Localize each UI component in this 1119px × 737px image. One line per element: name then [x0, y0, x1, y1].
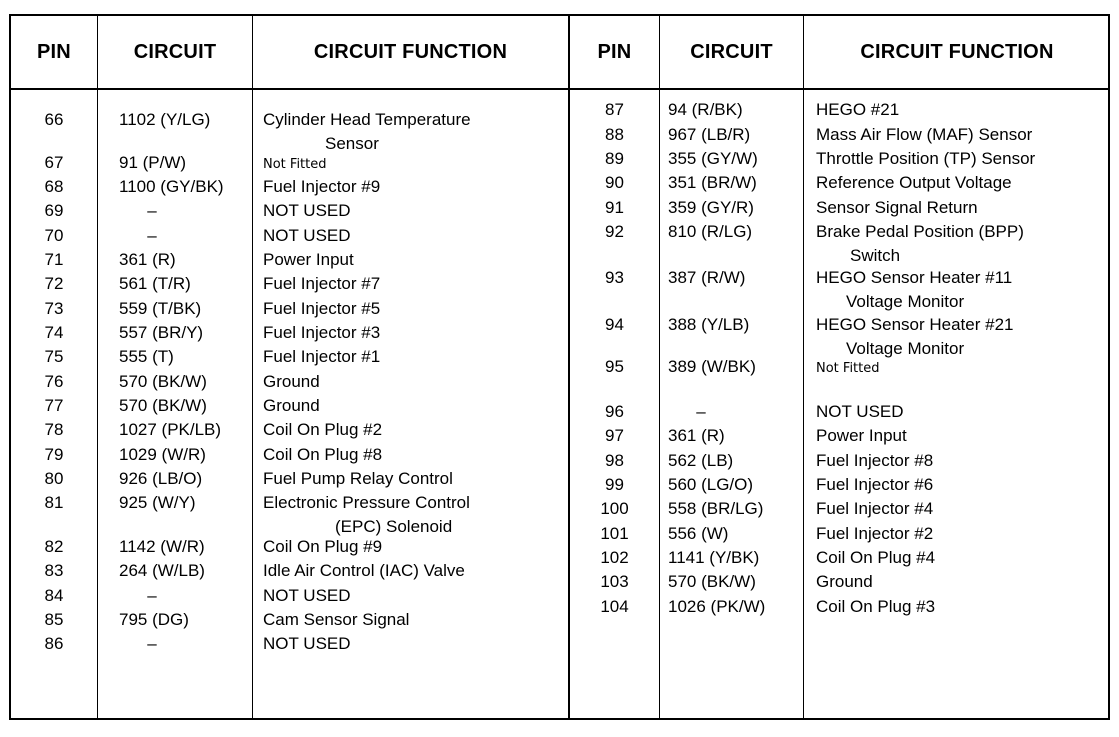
- circuit-function: Fuel Pump Relay Control: [263, 469, 453, 488]
- circuit-function: Fuel Injector #1: [263, 347, 381, 366]
- circuit-function: Coil On Plug #2: [263, 420, 383, 439]
- pin-number: 101: [600, 524, 629, 543]
- pin-number: 93: [605, 268, 624, 287]
- circuit-function: Idle Air Control (IAC) Valve: [263, 561, 465, 580]
- pin-number: 92: [605, 222, 624, 241]
- circuit-function: Power Input: [816, 426, 907, 445]
- circuit-code: 1141 (Y/BK): [668, 548, 760, 567]
- pinout-table: [9, 14, 1110, 720]
- circuit-function-continued: Voltage Monitor: [846, 339, 965, 358]
- circuit-function: NOT USED: [263, 201, 351, 220]
- circuit-function: Fuel Injector #9: [263, 177, 381, 196]
- pin-number: 81: [44, 493, 64, 512]
- circuit-function: Cam Sensor Signal: [263, 610, 410, 629]
- circuit-function: Ground: [263, 396, 320, 415]
- pin-number: 96: [605, 402, 624, 421]
- circuit-function: NOT USED: [263, 586, 351, 605]
- circuit-function: Fuel Injector #5: [263, 299, 381, 318]
- circuit-function: Mass Air Flow (MAF) Sensor: [816, 125, 1033, 144]
- header-circuit: CIRCUIT: [690, 40, 773, 63]
- circuit-code: 967 (LB/R): [668, 125, 751, 144]
- circuit-function: NOT USED: [263, 634, 351, 653]
- circuit-code: 555 (T): [119, 347, 174, 366]
- circuit-code: 264 (W/LB): [119, 561, 205, 580]
- pin-number: 87: [605, 100, 624, 119]
- header-pin: PIN: [597, 40, 632, 63]
- circuit-code: –: [147, 226, 157, 245]
- circuit-code: 558 (BR/LG): [668, 499, 764, 518]
- pin-number: 94: [605, 315, 624, 334]
- circuit-code: 556 (W): [668, 524, 729, 543]
- pin-number: 103: [600, 572, 629, 591]
- circuit-code: 570 (BK/W): [668, 572, 756, 591]
- circuit-code: 570 (BK/W): [119, 396, 207, 415]
- circuit-function: Cylinder Head Temperature: [263, 110, 471, 129]
- circuit-code: 1026 (PK/W): [668, 597, 766, 616]
- circuit-function: Electronic Pressure Control: [263, 493, 470, 512]
- pin-number: 97: [605, 426, 624, 445]
- pin-number: 90: [605, 173, 624, 192]
- circuit-code: –: [147, 634, 157, 653]
- circuit-function: HEGO #21: [816, 100, 900, 119]
- pin-number: 68: [44, 177, 64, 196]
- circuit-function: Reference Output Voltage: [816, 173, 1012, 192]
- circuit-code: 387 (R/W): [668, 268, 746, 287]
- pin-number: 89: [605, 149, 624, 168]
- circuit-function: Fuel Injector #4: [816, 499, 934, 518]
- circuit-function: Coil On Plug #9: [263, 537, 383, 556]
- column-divider: [252, 16, 253, 718]
- circuit-function: Brake Pedal Position (BPP): [816, 222, 1024, 241]
- circuit-function: Fuel Injector #6: [816, 475, 934, 494]
- pin-number: 73: [44, 299, 64, 318]
- circuit-code: 561 (T/R): [119, 274, 191, 293]
- pin-number: 70: [44, 226, 64, 245]
- header-circuit-function: CIRCUIT FUNCTION: [860, 40, 1054, 63]
- circuit-code: 359 (GY/R): [668, 198, 754, 217]
- pin-number: 72: [44, 274, 64, 293]
- pin-number: 88: [605, 125, 624, 144]
- circuit-function: Sensor Signal Return: [816, 198, 978, 217]
- pin-number: 77: [44, 396, 64, 415]
- circuit-code: 361 (R): [668, 426, 725, 445]
- pin-number: 69: [44, 201, 64, 220]
- circuit-code: 925 (W/Y): [119, 493, 196, 512]
- pin-number: 82: [44, 537, 64, 556]
- pin-number: 100: [600, 499, 629, 518]
- circuit-function: HEGO Sensor Heater #21: [816, 315, 1014, 334]
- circuit-function: Coil On Plug #4: [816, 548, 936, 567]
- circuit-function-continued: Sensor: [325, 134, 379, 153]
- header-circuit-function: CIRCUIT FUNCTION: [313, 40, 508, 63]
- circuit-function: Not Fitted: [263, 157, 327, 172]
- circuit-function: Fuel Injector #2: [816, 524, 934, 543]
- circuit-function: Fuel Injector #8: [816, 451, 934, 470]
- pin-number: 71: [44, 250, 64, 269]
- circuit-function: Coil On Plug #8: [263, 445, 383, 464]
- circuit-code: 389 (W/BK): [668, 357, 756, 376]
- pin-number: 66: [44, 110, 64, 129]
- circuit-function: Throttle Position (TP) Sensor: [816, 149, 1036, 168]
- circuit-function: Not Fitted: [816, 361, 880, 376]
- circuit-code: –: [147, 201, 157, 220]
- header-divider: [11, 88, 1108, 90]
- circuit-code: 560 (LG/O): [668, 475, 754, 494]
- pin-number: 84: [44, 586, 64, 605]
- column-divider: [97, 16, 98, 718]
- pin-number: 80: [44, 469, 64, 488]
- pin-number: 78: [44, 420, 64, 439]
- circuit-code: 91 (P/W): [119, 153, 187, 172]
- circuit-function: Power Input: [263, 250, 354, 269]
- circuit-code: 1027 (PK/LB): [119, 420, 222, 439]
- column-divider: [659, 16, 660, 718]
- circuit-code: –: [147, 586, 157, 605]
- circuit-function-continued: (EPC) Solenoid: [335, 517, 453, 536]
- pin-number: 102: [600, 548, 629, 567]
- circuit-function: Ground: [816, 572, 873, 591]
- circuit-function: NOT USED: [816, 402, 904, 421]
- pin-number: 67: [44, 153, 64, 172]
- circuit-code: 562 (LB): [668, 451, 734, 470]
- pin-number: 98: [605, 451, 624, 470]
- circuit-function: Coil On Plug #3: [816, 597, 936, 616]
- circuit-function: NOT USED: [263, 226, 351, 245]
- circuit-code: –: [696, 402, 706, 421]
- circuit-code: 94 (R/BK): [668, 100, 743, 119]
- pin-number: 95: [605, 357, 624, 376]
- circuit-code: 1029 (W/R): [119, 445, 206, 464]
- circuit-code: 351 (BR/W): [668, 173, 757, 192]
- header-pin: PIN: [37, 40, 71, 63]
- circuit-code: 926 (LB/O): [119, 469, 203, 488]
- circuit-code: 570 (BK/W): [119, 372, 207, 391]
- column-divider: [803, 16, 804, 718]
- circuit-code: 810 (R/LG): [668, 222, 753, 241]
- circuit-code: 1142 (W/R): [119, 537, 205, 556]
- circuit-function: Ground: [263, 372, 320, 391]
- circuit-code: 1102 (Y/LG): [119, 110, 211, 129]
- pin-number: 86: [44, 634, 64, 653]
- circuit-code: 355 (GY/W): [668, 149, 758, 168]
- circuit-function: Fuel Injector #7: [263, 274, 381, 293]
- pin-number: 75: [44, 347, 64, 366]
- pin-number: 91: [605, 198, 624, 217]
- pin-number: 79: [44, 445, 64, 464]
- circuit-code: 557 (BR/Y): [119, 323, 204, 342]
- circuit-function-continued: Switch: [850, 246, 901, 265]
- pin-number: 83: [44, 561, 64, 580]
- header-circuit: CIRCUIT: [133, 40, 217, 63]
- pin-number: 74: [44, 323, 64, 342]
- circuit-code: 361 (R): [119, 250, 176, 269]
- circuit-function-continued: Voltage Monitor: [846, 292, 965, 311]
- pin-number: 85: [44, 610, 64, 629]
- circuit-code: 388 (Y/LB): [668, 315, 750, 334]
- circuit-code: 1100 (GY/BK): [119, 177, 224, 196]
- circuit-function: Fuel Injector #3: [263, 323, 381, 342]
- pin-number: 104: [600, 597, 629, 616]
- circuit-code: 795 (DG): [119, 610, 189, 629]
- pin-number: 99: [605, 475, 624, 494]
- pin-number: 76: [44, 372, 64, 391]
- circuit-code: 559 (T/BK): [119, 299, 202, 318]
- circuit-function: HEGO Sensor Heater #11: [816, 268, 1013, 287]
